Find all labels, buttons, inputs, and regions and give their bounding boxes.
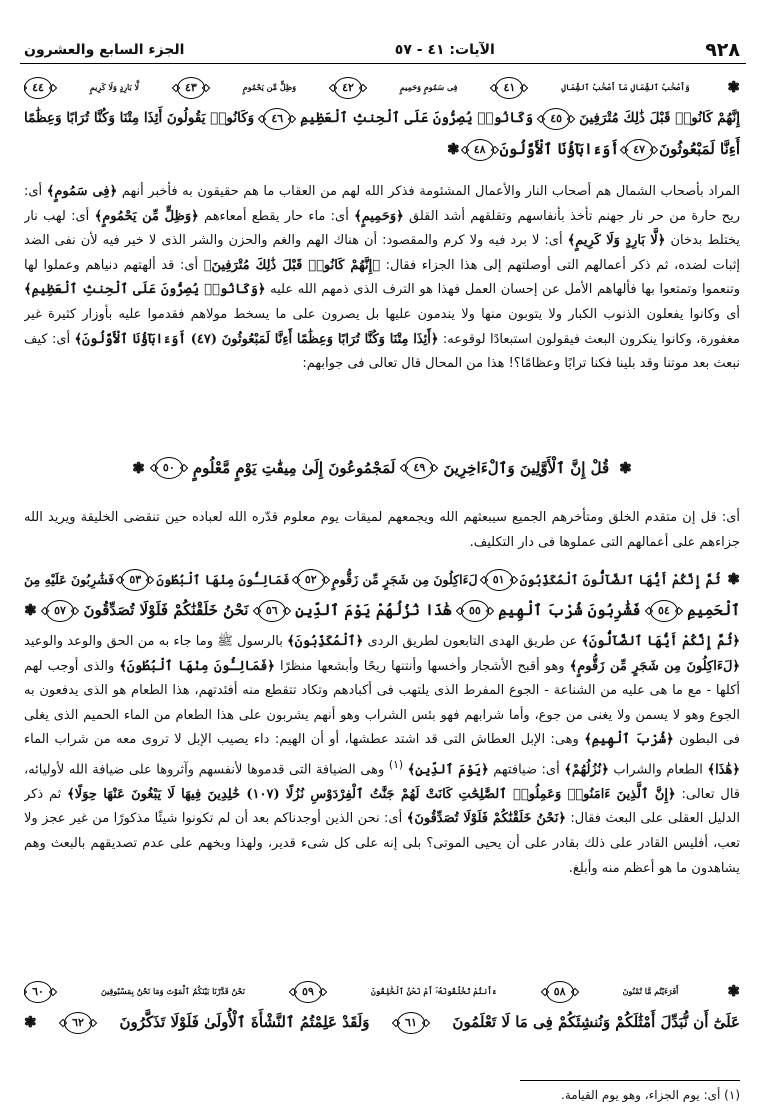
ornament-icon: ❃ (447, 140, 460, 158)
verse-line (24, 134, 740, 165)
quran-quote: ﴿شُرْبَ ٱلْهِيمِ﴾ (584, 732, 674, 748)
verse-text: فِى سَمُومٍ وَحَمِيمٍ (399, 82, 458, 92)
verse-number-marker: ٥٠ (155, 457, 183, 479)
quran-quote: ﴿لَءَاكِلُونَ مِن شَجَرٍ مِّن زَقُّومٍ﴾ (569, 658, 740, 674)
verse-number-marker: ٦٠ (24, 981, 52, 1003)
verse-text: وَلَقَدْ عَلِمْتُمُ ٱلنَّشْأَةَ ٱلْأُولَىٰ فَلَوْلَا تَذَكَّرُونَ (119, 1013, 370, 1031)
footnote-reference: (١) (388, 757, 404, 771)
ornament-icon: ❃ (619, 459, 632, 477)
verse-number-marker: ٥٩ (294, 981, 322, 1003)
verse-text: إِنَّهُمْ كَانُوا۟ قَبْلَ ذَٰلِكَ مُتْرَفِينَ (579, 110, 740, 126)
verse-number-marker: ٤٥ (542, 108, 570, 130)
verse-number-marker: ٥٥ (461, 600, 489, 622)
verse-text: أَفَرَءَيْتُم مَّا تُمْنُونَ (622, 986, 679, 996)
page-number: ٩٢٨ (705, 39, 740, 61)
commentary-text: أى وكانوا يفعلون الذنوب الكبار ولا يتوبون منها ولا يندمون عليها بل يصرون على ما يسخط مولاهم فقدموا عليه بأوزار كثيرة غير مغفورة، وكانوا ينكرون البعث فيقولون استبعادًا لوقوعه: (24, 306, 740, 347)
ornament-icon: ❃ (132, 459, 145, 477)
verse-block-2 (24, 446, 740, 490)
ornament-icon: ❃ (727, 78, 740, 96)
verse-text: لَءَاكِلُونَ مِن شَجَرٍ مِّن زَقُّومٍ (331, 572, 478, 587)
commentary-text: المراد بأصحاب الشمال هم أصحاب النار والأعمال المشئومة فذكر الله لهم من العقاب ما هم حقيقون به فأخبر أنهم (121, 184, 740, 199)
verse-number-marker: ٥٧ (46, 600, 74, 622)
verse-line (24, 1007, 740, 1038)
verse-text: عَلَىٰٓ أَن نُّبَدِّلَ أَمْثَٰلَكُمْ وَنُنشِئَكُمْ فِى مَا لَا تَعْلَمُونَ (452, 1013, 740, 1031)
verse-text: وَظِلٍّ مِّن يَحْمُومٍ (242, 82, 297, 92)
quran-quote: ﴿إِنَّ ٱلَّذِينَ ءَامَنُوا۟ وَعَمِلُوا۟ ٱلصَّٰلِحَٰتِ كَانَتْ لَهُمْ جَنَّٰتُ ٱلْفِرْدَوْسِ نُزُلًا (١٠٧) خَٰلِدِينَ فِيهَا لَا يَبْغُونَ عَنْهَا حِوَلًا﴾ (67, 786, 676, 802)
verse-number-marker: ٤٤ (24, 77, 52, 99)
quran-quote: ﴿ثُمَّ إِنَّكُمْ أَيُّهَا ٱلضَّآلُّونَ﴾ (581, 634, 740, 649)
commentary-text: والذى أوجب لهم أكلها - مع ما هى عليه من الشناعة - الجوع المفرط الذى يلتهب فى أكبادهم وتكاد تتقطع منه أفئدتهم، هذا الطعام هو الذى يدفعون به الجوع وهو لا يسمن ولا يغنى من جوع، وأما شرابهم فهو بئس الشراب وهو أنهم يشربون على هذا الطعام من الماء الحميم الذى يغلى فى البطون (24, 658, 740, 748)
verse-line (24, 976, 740, 1007)
page-header (24, 38, 740, 62)
quran-quote: ﴿فِى سَمُومٍ﴾ (46, 184, 118, 199)
verse-text: نَحْنُ قَدَّرْنَا بَيْنَكُمُ ٱلْمَوْتَ وَمَا نَحْنُ بِمَسْبُوقِينَ (101, 986, 245, 996)
verse-number-marker: ٥٤ (650, 600, 678, 622)
quran-quote: ﴿نَحْنُ خَلَقْنَٰكُمْ فَلَوْلَا تُصَدِّقُونَ﴾ (406, 811, 566, 827)
verse-line (24, 103, 740, 134)
commentary-text: ثم ذكر الدليل العقلى على البعث فقال: (24, 786, 740, 827)
quran-quote: ﴿وَظِلٍّ مِّن يَحْمُومٍ﴾ (94, 208, 199, 224)
commentary-2 (24, 506, 740, 556)
verse-line (24, 446, 740, 490)
verse-text: فَشَٰرِبُونَ عَلَيْهِ مِنَ (24, 572, 115, 587)
commentary-text: بالرسول ﷺ وما جاء به من الحق والوعد والوعيد (24, 634, 283, 649)
verse-number-marker: ٦١ (397, 1012, 425, 1034)
commentary-text: الطعام والشراب (613, 762, 703, 778)
verse-text: وَكَانُوا۟ يُصِرُّونَ عَلَى ٱلْحِنثِ ٱلْعَظِيمِ (300, 110, 534, 126)
quran-quote: ﴿وَكَانُوا۟ يُصِرُّونَ عَلَى ٱلْحِنثِ ٱلْعَظِيمِ﴾ (24, 282, 266, 298)
verse-number-marker: ٥٨ (546, 981, 574, 1003)
verse-text: وَأَصْحَٰبُ ٱلشِّمَالِ مَآ أَصْحَٰبُ ٱلشِّمَالِ (561, 82, 690, 92)
commentary-text: أى: قد ألهتهم دنياهم وعملوا لها وتنعموا وتمتعوا بها فألهاهم الأمل عن إحسان العمل فهذا هو الترف الذى ذمهم الله عليه (24, 257, 740, 298)
quran-quote: ﴿إِنَّهُمْ كَانُوا۟ قَبْلَ ذَٰلِكَ مُتْرَفِينَ﴾ (203, 257, 381, 273)
verse-number-marker: ٤٦ (263, 108, 291, 130)
quran-quote: ﴿وَحَمِيمٍ﴾ (354, 208, 404, 224)
commentary-1 (24, 180, 740, 442)
verse-line (24, 595, 740, 626)
commentary-text: أى: لهب نار يختلط بدخان (24, 208, 740, 249)
verse-number-marker: ٥٣ (121, 569, 149, 591)
verse-number-marker: ٤٣ (177, 77, 205, 99)
quran-quote: ﴿نُزُلُهُمْ﴾ (564, 762, 609, 778)
verse-text: أَوَءَابَآؤُنَا ٱلْأَوَّلُونَ (499, 140, 620, 158)
verse-line (24, 564, 740, 595)
commentary-text: أى: قل إن متقدم الخلق ومتأخرهم الجميع سيبعثهم الله ويجمعهم لميقات يوم معلوم قدّره الله لعباده حين تنقضى الخليقة ويريد الله جزاءهم على أعمالهم التى عملوها فى دار التكليف. (24, 510, 740, 550)
commentary-text: أى: نحن الذين أوجدناكم بعد أن لم تكونوا شيئًا مذكورًا من غير عجز ولا تعب، أفليس القادر على ذلك بقادر على أن يحيى الموتى؟ بلى إنه على كل شىء قدير، ولهذا وبخهم على عدم تصديقهم بالبعث وهم يشاهدون ما هو أعظم منه وأبلغ. (24, 811, 740, 876)
footnote: (١) أى: يوم الجزاء، وهو يوم القيامة. (561, 1088, 740, 1102)
verse-text: قُلْ إِنَّ ٱلْأَوَّلِينَ وَٱلْءَاخِرِينَ (443, 459, 610, 477)
verse-text: أَءِنَّا لَمَبْعُوثُونَ (659, 140, 740, 158)
verse-text: هَٰذَا نُزُلُهُمْ يَوْمَ ٱلدِّينِ (295, 601, 452, 619)
commentary-text: عن طريق الهدى التابعون لطريق الردى (367, 634, 578, 649)
verse-block-4 (24, 976, 740, 1038)
verse-number-marker: ٥١ (485, 569, 513, 591)
commentary-text: أى: ماء حار يقطع أمعاءهم (204, 208, 349, 224)
footnote-divider (520, 1080, 740, 1081)
verse-line (24, 72, 740, 103)
commentary-text: وهى الضيافة التى قدموها لأنفسهم وآثروها على ضيافة الله لأوليائه، قال تعالى: (24, 762, 740, 802)
verse-text: ءَأَنتُمْ تَخْلُقُونَهُۥٓ أَمْ نَحْنُ ٱلْخَٰلِقُونَ (370, 986, 497, 996)
commentary-3 (24, 630, 740, 966)
ornament-icon: ❃ (727, 570, 740, 588)
verse-number-marker: ٥٦ (258, 600, 286, 622)
quran-quote: ﴿ٱلْمُكَذِّبُونَ﴾ (287, 634, 364, 649)
ornament-icon: ❃ (727, 982, 740, 1000)
ornament-icon: ❃ (24, 601, 37, 619)
verse-text: فَشَٰرِبُونَ شُرْبَ ٱلْهِيمِ (498, 601, 641, 619)
verse-number-marker: ٤٢ (334, 77, 362, 99)
verse-number-marker: ٤٩ (405, 457, 433, 479)
commentary-text: وهى: الإبل العطاش التى قد اشتد عطشها، أو أن الهيم: داء يصيب الإبل لا تروى معه من شراب الماء (24, 732, 579, 748)
verse-number-marker: ٥٢ (297, 569, 325, 591)
quran-quote: ﴿يَوْمَ ٱلدِّينِ﴾ (407, 762, 489, 778)
verse-text: ثُمَّ إِنَّكُمْ أَيُّهَا ٱلضَّآلُّونَ ٱلْمُكَذِّبُونَ (519, 572, 721, 587)
verse-text: فَمَالِـُٔونَ مِنْهَا ٱلْبُطُونَ (156, 572, 290, 587)
quran-quote: ﴿أَئِذَا مِتْنَا وَكُنَّا تُرَابًا وَعِظَٰمًا أَءِنَّا لَمَبْعُوثُونَ (٤٧) أَوَءَابَآؤُنَا ٱلْأَوَّلُونَ﴾ (74, 331, 439, 347)
verses-range: الآيات: ٤١ - ٥٧ (394, 42, 495, 58)
verse-text: وَكَانُوا۟ يَقُولُونَ أَئِذَا مِتْنَا وَكُنَّا تُرَابًا وَعِظَٰمًا (24, 110, 255, 126)
ornament-icon: ❃ (24, 1013, 37, 1031)
verse-text: لَّا بَارِدٍ وَلَا كَرِيمٍ (89, 82, 140, 92)
verse-text: لَمَجْمُوعُونَ إِلَىٰ مِيقَٰتِ يَوْمٍ مَّعْلُومٍ (192, 459, 396, 477)
quran-quote: ﴿فَمَالِـُٔونَ مِنْهَا ٱلْبُطُونَ﴾ (119, 658, 275, 674)
verse-number-marker: ٤١ (495, 77, 523, 99)
juz-label: الجزء السابع والعشرون (24, 42, 185, 58)
commentary-text: أى: كيف نبعث بعد موتنا وقد بلينا فكنا ترابًا وعظامًا؟! هذا من المحال قال تعالى فى جوابهم: (24, 331, 740, 372)
verse-number-marker: ٤٨ (466, 139, 494, 161)
commentary-text: وهو أقبح الأشجار وأخسها وأنتنها ريحًا وأبشعها منظرًا (280, 658, 565, 674)
verse-number-marker: ٤٧ (625, 139, 653, 161)
commentary-text: أى: ريح حارة من حر نار جهنم تأخذ بأنفاسهم وتقلقهم أشد القلق (24, 184, 740, 224)
verse-text: ٱلْحَمِيمِ (687, 601, 740, 619)
header-divider (20, 63, 746, 64)
commentary-text: أى: ضيافتهم (493, 762, 560, 778)
verse-block-3 (24, 564, 740, 626)
quran-quote: ﴿لَّا بَارِدٍ وَلَا كَرِيمٍ﴾ (567, 233, 666, 249)
verse-text: نَحْنُ خَلَقْنَٰكُمْ فَلَوْلَا تُصَدِّقُونَ (83, 601, 249, 619)
commentary-text: أى: لا برد فيه ولا كرم والمقصود: أن هناك الهم والغم والحزن والشر الذى لا خير فيه لأن نفى الضد إثبات لضده، ثم ذكر أعمالهم التى أوصلتهم إلى هذا الجزاء فقال: (24, 233, 740, 273)
verse-number-marker: ٦٢ (64, 1012, 92, 1034)
quran-quote: ﴿هَٰذَا﴾ (707, 762, 740, 778)
verse-block-1 (24, 72, 740, 165)
